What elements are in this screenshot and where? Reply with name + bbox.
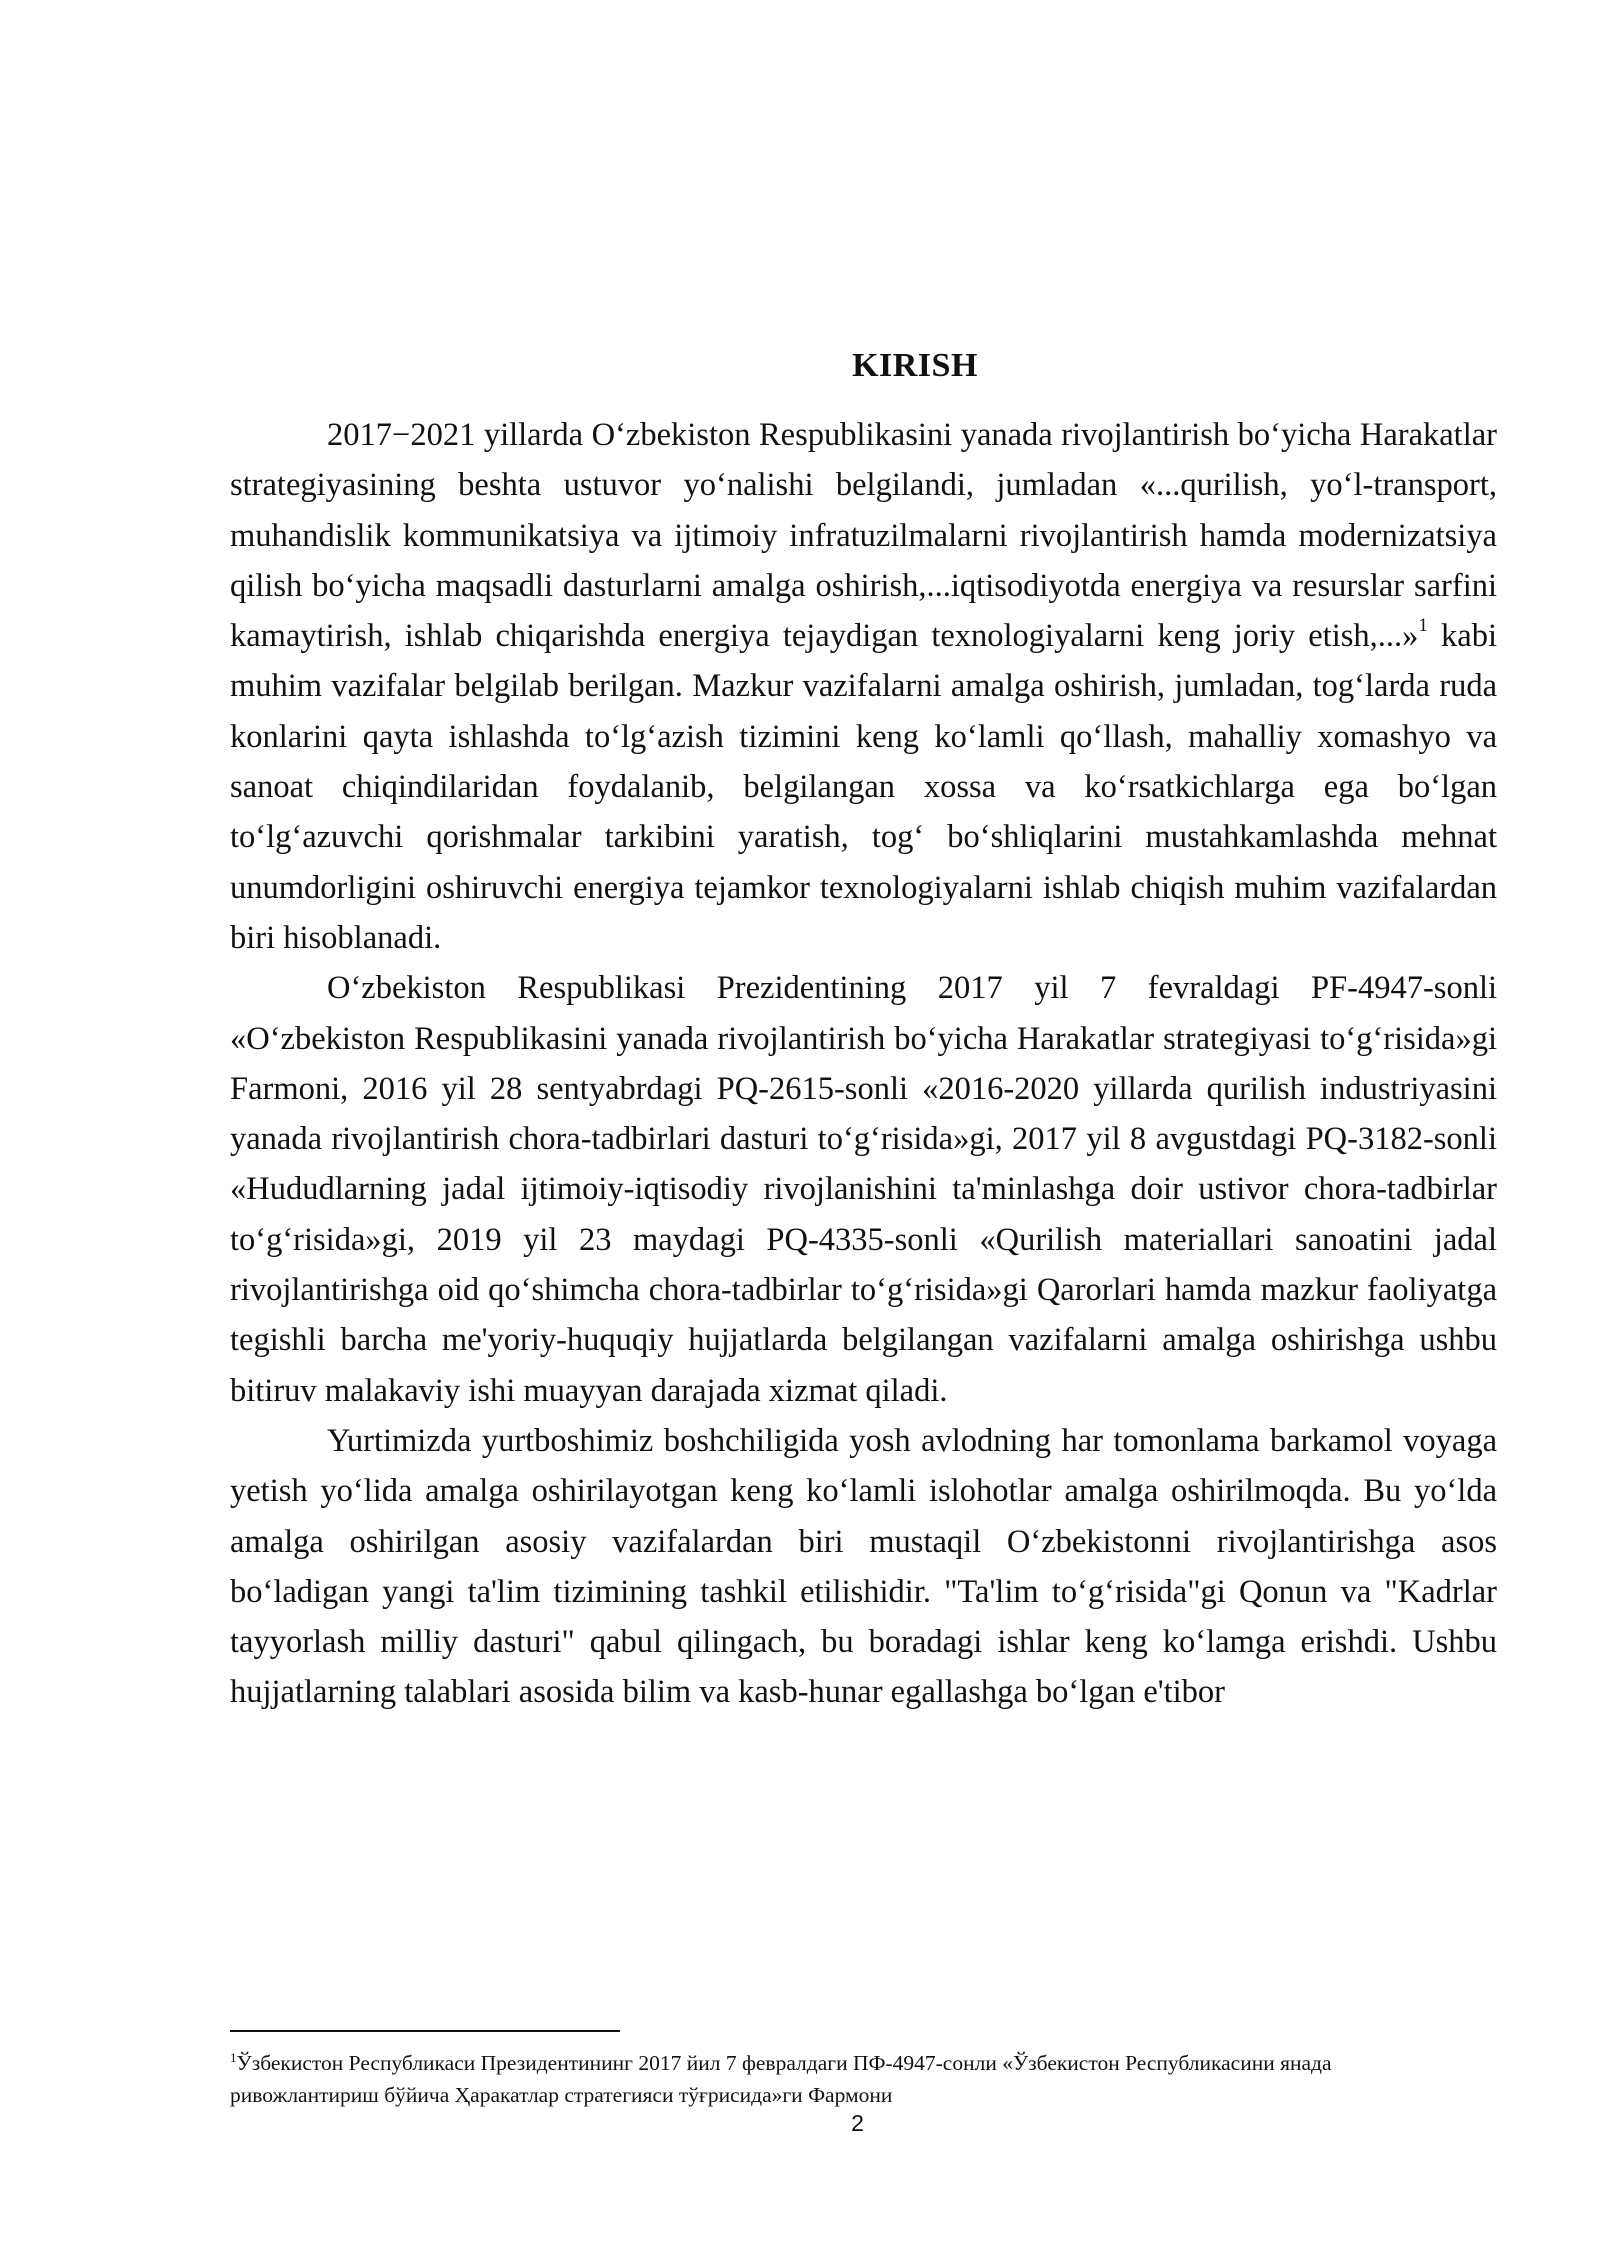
section-heading: KIRISH xyxy=(852,347,978,384)
paragraph-education-reform: Yurtimizda yurtboshimiz boshchiligida yosh avlodning har tomonlama barkamol voyaga yetish yo‘lida amalga oshirilayotgan keng ko‘lamli islohotlar amalga oshirilmoqda. Bu yo‘lda amalga oshirilgan asosiy vazifalardan biri mustaqil O‘zbekistonni rivojlantirishga asos bo‘ladigan yangi ta'lim tizimining tashkil etilishidir. "Ta'lim to‘g‘risida"gi Qonun va "Kadrlar tayyorlash milliy dasturi" qabul qilingach, bu boradagi ishlar keng ko‘lamga erishdi. Ushbu hujjatlarning talablari asosida bilim va kasb-hunar egallashga bo‘lgan e'tibor xyxy=(230,1422,1497,1711)
footnote-reference[interactable]: 1 xyxy=(1418,615,1428,637)
paragraph-strategy xyxy=(230,410,1497,963)
paragraph-strategy-text: 2017−2021 yillarda O‘zbekiston Respublikasini yanada rivojlantirish bo‘yicha Harakatlar strategiyasining beshta ustuvor yo‘nalishi belgilandi, jumladan «...qurilish, yo‘l-transport, muhandislik kommunikatsiya va ijtimoiy infratuzilmalarni rivojlantirish hamda modernizatsiya qilish bo‘yicha maqsadli dasturlarni amalga oshirish,...iqtisodiyotda energiya va resurslar sarfini kamaytirish, ishlab chiqarishda energiya tejaydigan texnologiyalarni keng joriy etish,...» xyxy=(230,417,1497,655)
page-number: 2 xyxy=(851,2110,864,2136)
paragraph-legal-acts: O‘zbekiston Respublikasi Prezidentining 2017 yil 7 fevraldagi PF-4947-sonli «O‘zbekiston Respublikasini yanada rivojlantirish bo‘yicha Harakatlar strategiyasi to‘g‘risida»gi Farmoni, 2016 yil 28 sentyabrdagi PQ-2615-sonli «2016-2020 yillarda qurilish industriyasini yanada rivojlantirish chora-tadbirlari dasturi to‘g‘risida»gi, 2017 yil 8 avgustdagi PQ-3182-sonli «Hududlarning jadal ijtimoiy-iqtisodiy rivojlanishini ta'minlashga doir ustivor chora-tadbirlar to‘g‘risida»gi, 2019 yil 23 maydagi PQ-4335-sonli «Qurilish materiallari sanoatini jadal rivojlantirishga oid qo‘shimcha chora-tadbirlar to‘g‘risida»gi Qarorlari hamda mazkur faoliyatga tegishli barcha me'yoriy-huquqiy hujjatlarda belgilangan vazifalarni amalga oshirishga ushbu bitiruv malakaviy ishi muayyan darajada xizmat qiladi. xyxy=(230,970,1497,1409)
paragraph-strategy-continuation: kabi muhim vazifalar belgilab berilgan. Mazkur vazifalarni amalga oshirish, jumladan, tog‘larda ruda konlarini qayta ishlashda to‘lg‘azish tizimini keng ko‘lamli qo‘llash, mahalliy xomashyo va sanoat chiqindilaridan foydalanib, belgilangan xossa va ko‘rsatkichlarga ega bo‘lgan to‘lg‘azuvchi qorishmalar tarkibini yaratish, tog‘ bo‘shliqlarini mustahkamlashda mehnat unumdorligini oshiruvchi energiya tejamkor texnologiyalarni ishlab chiqish muhim vazifalardan biri hisoblanadi. xyxy=(230,618,1497,956)
body-text xyxy=(230,410,1497,1718)
footnote-text: Ўзбекистон Республикаси Президентининг 2017 йил 7 февралдаги ПФ-4947-сонли «Ўзбекистон Республикасини янада ривожлантириш бўйича Ҳаракатлар стратегияси тўғрисида»ги Фармони xyxy=(230,2051,1332,2107)
footnote xyxy=(230,2047,1460,2111)
footnote-separator xyxy=(230,2030,620,2032)
footnote-marker: 1 xyxy=(230,2049,237,2065)
